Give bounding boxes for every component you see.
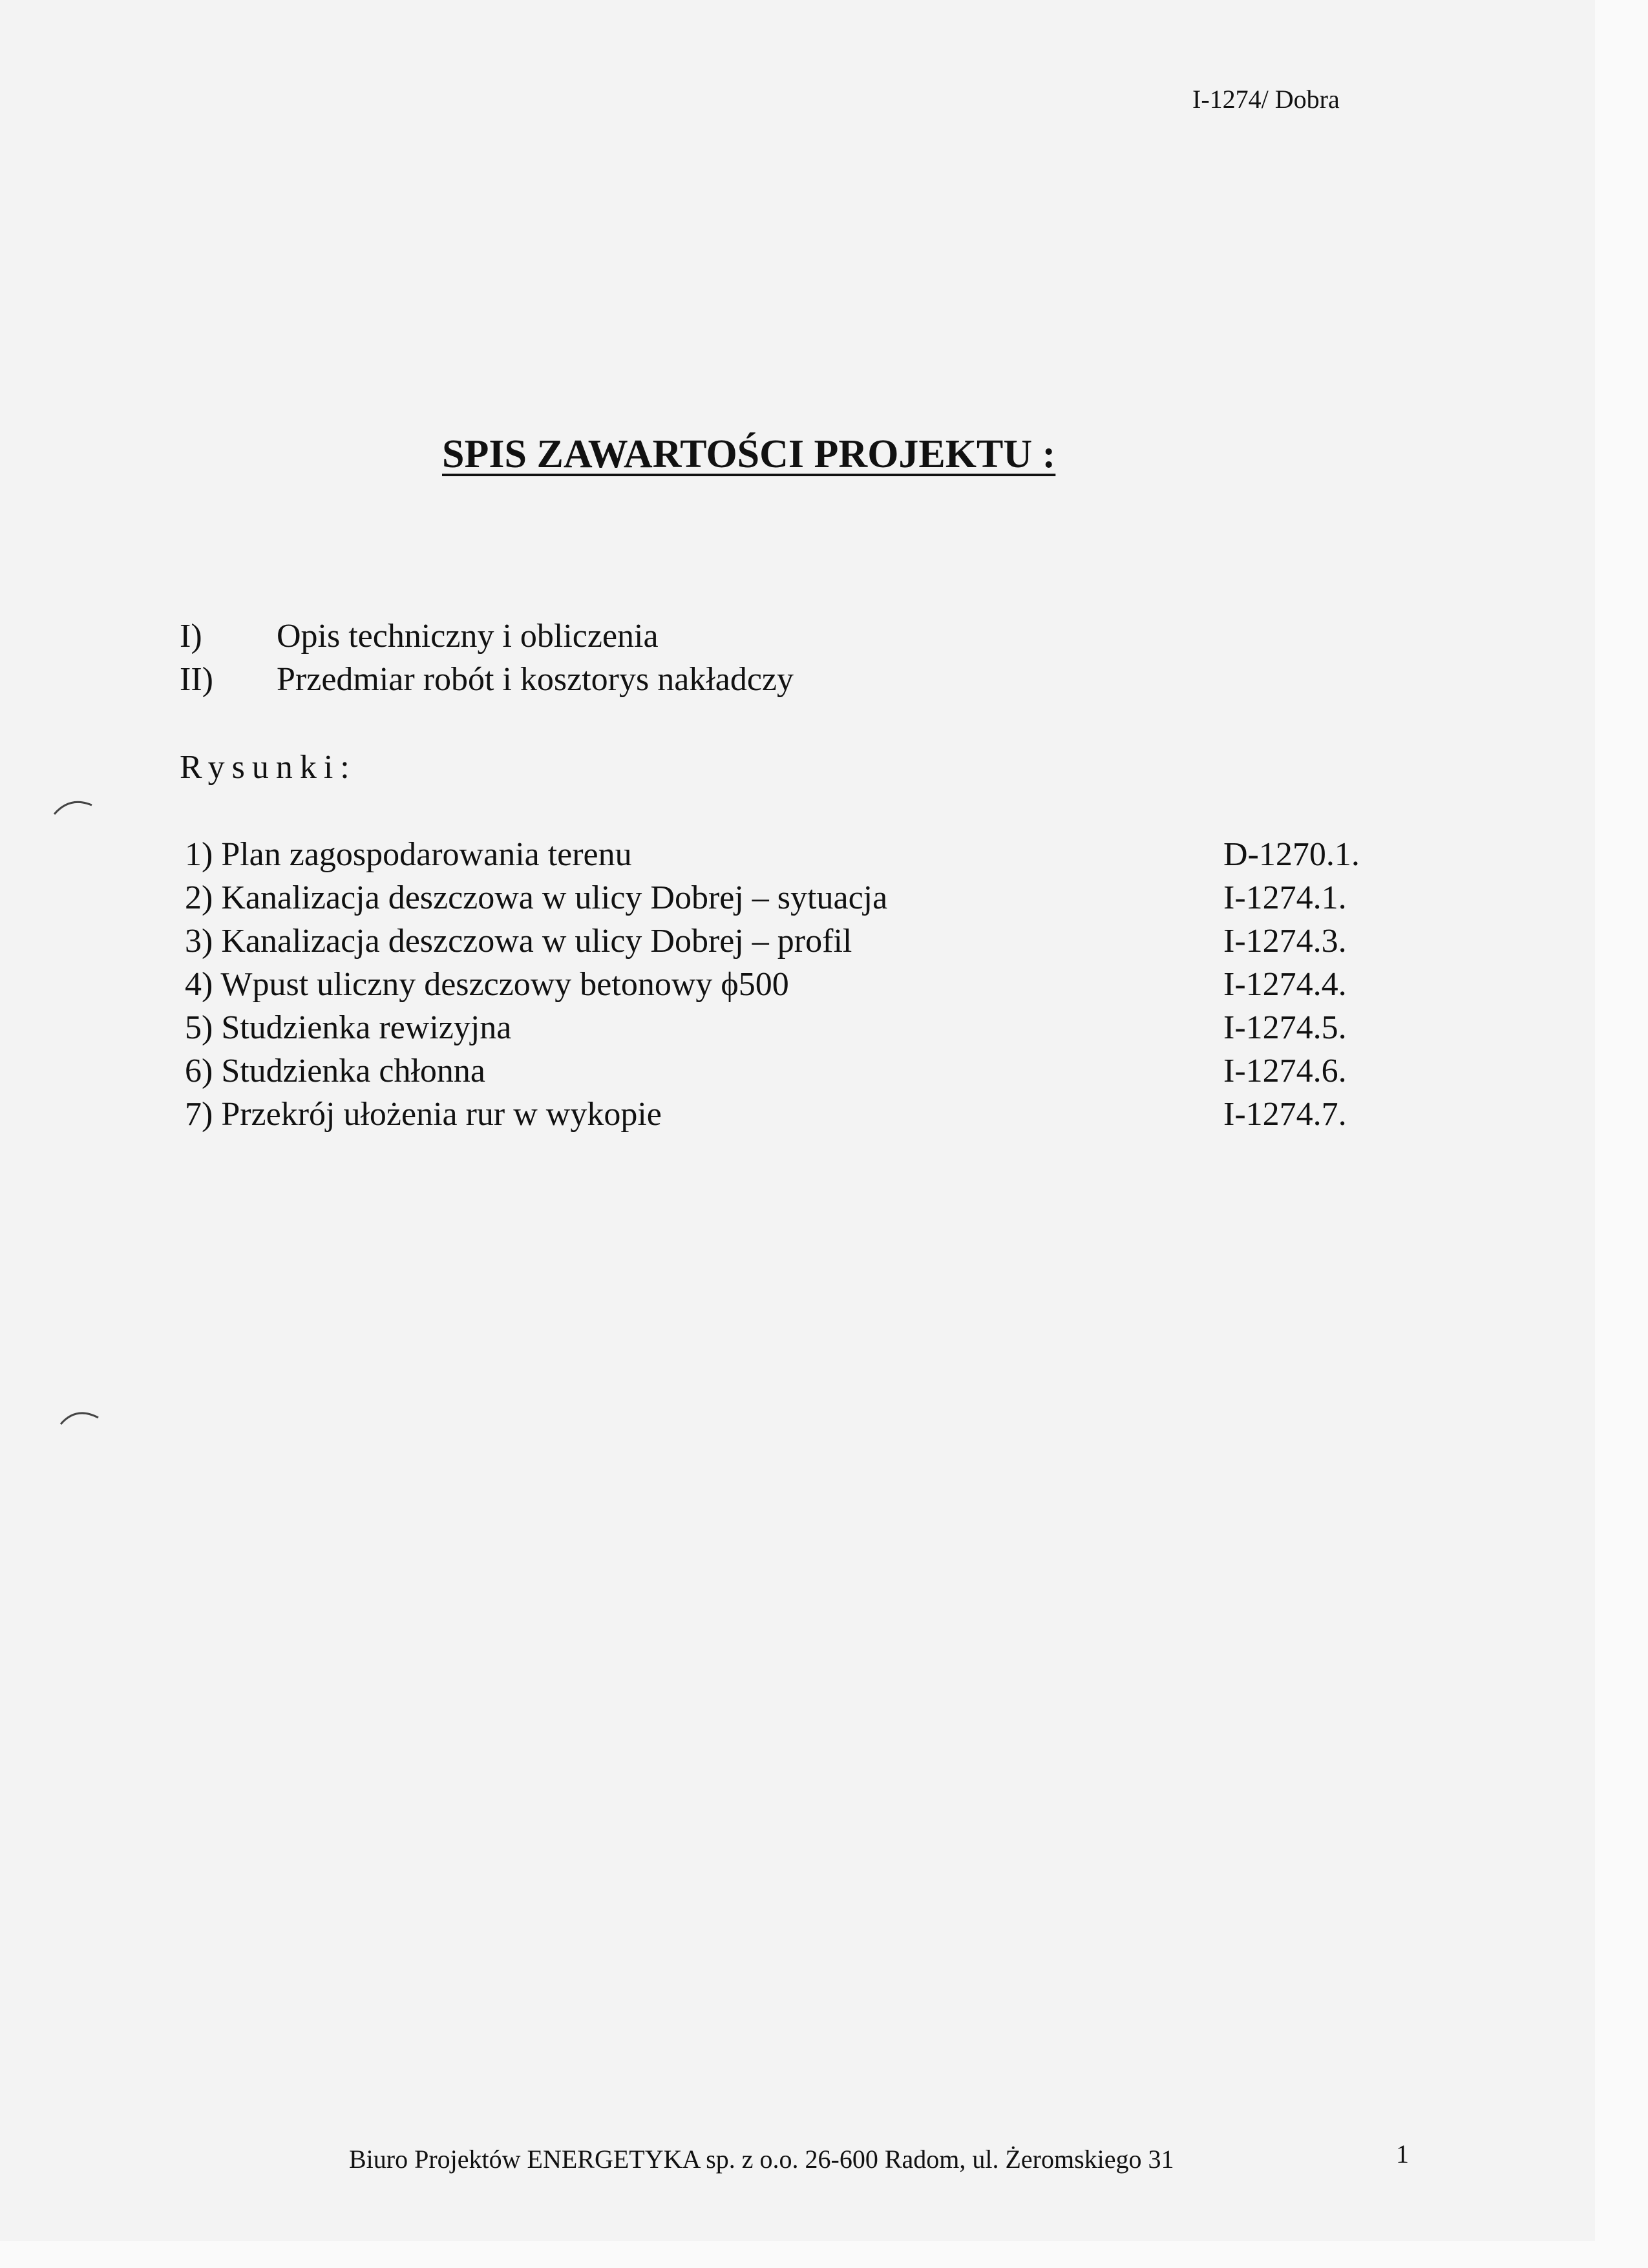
drawing-code: D-1270.1. xyxy=(1223,836,1360,873)
part-label: Opis techniczny i obliczenia xyxy=(277,618,659,655)
part-number: I) xyxy=(180,618,202,655)
punch-hole-mark-icon xyxy=(58,1401,103,1440)
drawing-code: I-1274.1. xyxy=(1223,879,1347,916)
page-edge-bottom xyxy=(0,2241,1648,2268)
part-number: II) xyxy=(180,661,213,698)
drawing-title: 4) Wpust uliczny deszczowy betonowy ϕ500 xyxy=(185,966,789,1003)
drawing-title: 3) Kanalizacja deszczowa w ulicy Dobrej – profil xyxy=(185,923,852,960)
drawing-title: 2) Kanalizacja deszczowa w ulicy Dobrej – sytuacja xyxy=(185,879,888,916)
drawing-code: I-1274.4. xyxy=(1223,966,1347,1003)
drawing-code: I-1274.7. xyxy=(1223,1096,1347,1133)
drawings-heading: Rysunki: xyxy=(180,749,357,786)
punch-hole-mark-icon xyxy=(52,790,97,828)
page-title: SPIS ZAWARTOŚCI PROJEKTU : xyxy=(442,432,1056,476)
drawing-title: 6) Studzienka chłonna xyxy=(185,1053,485,1089)
page-number: 1 xyxy=(1396,2139,1409,2168)
drawing-title: 1) Plan zagospodarowania terenu xyxy=(185,836,632,873)
footer-company: Biuro Projektów ENERGETYKA sp. z o.o. 26-600 Radom, ul. Żeromskiego 31 xyxy=(349,2145,1174,2174)
drawing-title: 7) Przekrój ułożenia rur w wykopie xyxy=(185,1096,662,1133)
page-edge-right xyxy=(1595,0,1648,2268)
document-reference: I-1274/ Dobra xyxy=(1192,85,1340,114)
drawing-code: I-1274.5. xyxy=(1223,1009,1347,1046)
part-label: Przedmiar robót i kosztorys nakładczy xyxy=(277,661,794,698)
drawing-code: I-1274.3. xyxy=(1223,923,1347,960)
drawing-code: I-1274.6. xyxy=(1223,1053,1347,1089)
drawing-title: 5) Studzienka rewizyjna xyxy=(185,1009,512,1046)
